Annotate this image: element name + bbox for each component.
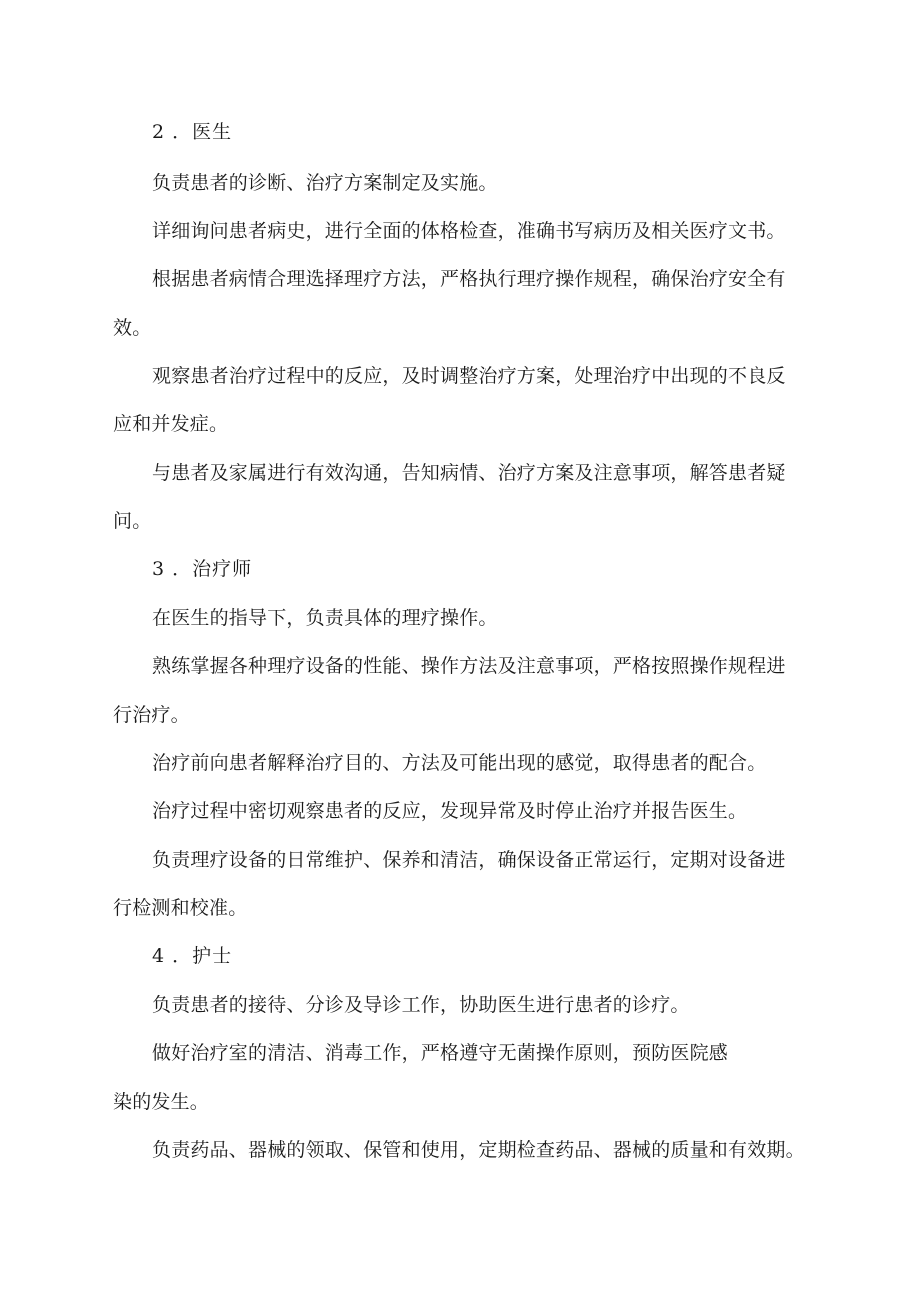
section-heading-nurse: 4 ．护士 (152, 945, 233, 967)
paragraph-line-continuation: 染的发生。 (113, 1091, 210, 1113)
paragraph-line: 负责药品、器械的领取、保管和使用，定期检查药品、器械的质量和有效期。 (152, 1139, 805, 1161)
section-heading-therapist: 3 ．治疗师 (152, 558, 253, 580)
paragraph-line-continuation: 行治疗。 (113, 704, 190, 726)
paragraph-line: 负责患者的诊断、治疗方案制定及实施。 (152, 172, 498, 194)
paragraph-line: 负责患者的接待、分诊及导诊工作，协助医生进行患者的诊疗。 (152, 994, 690, 1016)
paragraph-line-continuation: 问。 (113, 510, 152, 532)
paragraph-line-continuation: 效。 (113, 317, 152, 339)
paragraph-line: 熟练掌握各种理疗设备的性能、操作方法及注意事项，严格按照操作规程进 (152, 655, 786, 677)
paragraph-line: 治疗过程中密切观察患者的反应，发现异常及时停止治疗并报告医生。 (152, 800, 748, 822)
paragraph-line: 治疗前向患者解释治疗目的、方法及可能出现的感觉，取得患者的配合。 (152, 752, 767, 774)
paragraph-line: 与患者及家属进行有效沟通，告知病情、治疗方案及注意事项，解答患者疑 (152, 462, 786, 484)
paragraph-line: 做好治疗室的清洁、消毒工作，严格遵守无菌操作原则，预防医院感 (152, 1042, 729, 1064)
section-heading-doctor: 2 ．医生 (152, 121, 233, 143)
paragraph-line: 在医生的指导下，负责具体的理疗操作。 (152, 607, 498, 629)
paragraph-line: 详细询问患者病史，进行全面的体格检查，准确书写病历及相关医疗文书。 (152, 220, 786, 242)
paragraph-line-continuation: 应和并发症。 (113, 413, 229, 435)
paragraph-line: 观察患者治疗过程中的反应，及时调整治疗方案，处理治疗中出现的不良反 (152, 365, 786, 387)
paragraph-line: 负责理疗设备的日常维护、保养和清洁，确保设备正常运行，定期对设备进 (152, 849, 786, 871)
paragraph-line-continuation: 行检测和校准。 (113, 897, 248, 919)
paragraph-line: 根据患者病情合理选择理疗方法，严格执行理疗操作规程，确保治疗安全有 (152, 268, 786, 290)
